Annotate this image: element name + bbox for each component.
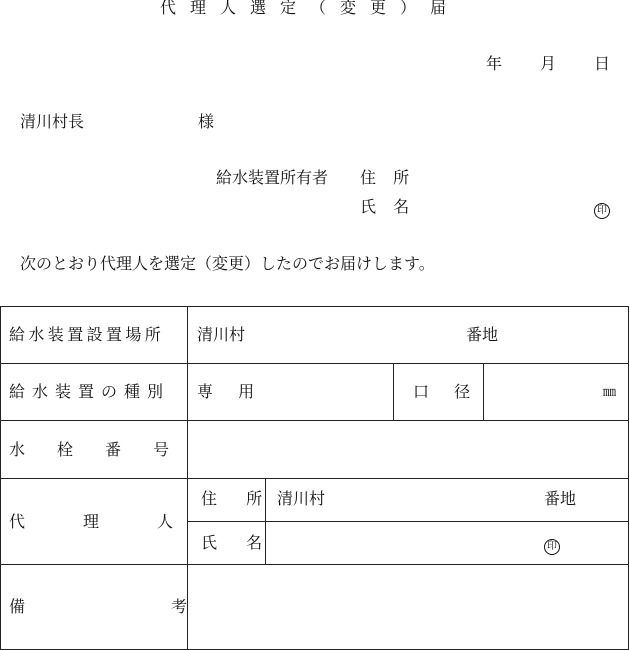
form-table [0, 306, 629, 650]
column-divider [393, 363, 394, 420]
agent-address-village: 清川村 [277, 489, 326, 508]
addressee-name: 清川村長 [20, 112, 85, 131]
device-type-value: 専 用 [197, 382, 265, 401]
column-divider [483, 363, 484, 420]
agent-name-label: 氏 名 [201, 533, 275, 552]
install-location-label: 給水装置設置場所 [9, 325, 165, 344]
date-month-label: 月 [540, 54, 557, 73]
addressee-honorific: 様 [198, 112, 215, 131]
row-divider [1, 478, 628, 479]
row-divider [1, 564, 628, 565]
remarks-label: 備考 [9, 597, 334, 616]
owner-seal [594, 200, 610, 219]
agent-address-banchi: 番地 [544, 489, 577, 508]
seal-icon: 印 [594, 203, 610, 219]
owner-address-label: 住 所 [360, 168, 416, 187]
date-year-label: 年 [486, 54, 503, 73]
agent-label: 代理人 [9, 512, 232, 531]
bore-label: 口 径 [413, 382, 481, 401]
install-location-banchi: 番地 [466, 325, 499, 344]
row-divider [1, 420, 628, 421]
agent-seal [544, 536, 560, 555]
seal-icon: 印 [544, 539, 560, 555]
statement-text: 次のとおり代理人を選定（変更）したのでお届けします。 [20, 254, 435, 273]
owner-name-label: 氏 名 [360, 197, 416, 216]
document-title: 代理人選定（変更）届 [160, 0, 461, 17]
row-divider [1, 363, 628, 364]
device-type-label: 給水装置の種別 [9, 382, 171, 401]
row-divider [187, 521, 628, 522]
install-location-village: 清川村 [197, 325, 246, 344]
faucet-number-label: 水栓番号 [9, 440, 202, 459]
bore-unit: ㎜ [603, 385, 617, 400]
date-day-label: 日 [594, 54, 611, 73]
owner-role: 給水装置所有者 [216, 168, 329, 187]
agent-address-label: 住 所 [201, 489, 275, 508]
